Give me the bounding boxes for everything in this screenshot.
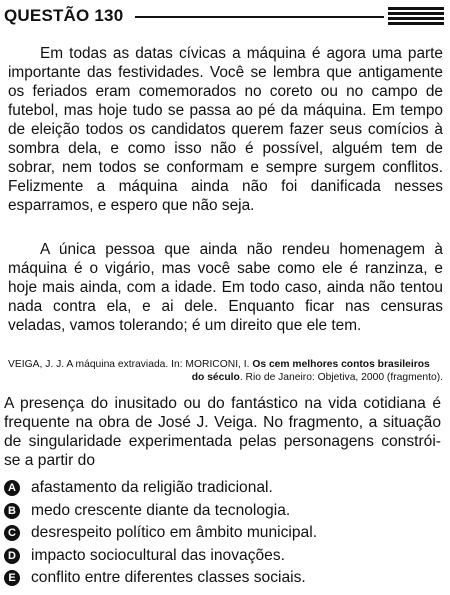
passage-paragraph-2: A única pessoa que ainda não rendeu homenagem à máquina é o vigário, mas você sabe como ele é ranzinza, e hoje mais ainda, com a idade. Em todo caso, ainda não tentou nada contra ela, e ai dele. Enquanto ficar nas censuras veladas, vamos tolerando; é um direito que ele tem. [8,241,443,334]
option-e[interactable] [4,567,444,590]
option-a-badge: A [4,480,20,496]
citation-suffix: . Rio de Janeiro: Objetiva, 2000 (fragmento). [239,372,443,383]
option-d-text: impacto sociocultural das inovações. [31,546,285,564]
option-b[interactable] [4,500,444,523]
option-e-badge: E [4,570,20,586]
header-bars [388,7,444,27]
option-c-badge: C [4,525,20,541]
answer-options [4,477,444,590]
citation-line-2 [8,371,443,384]
option-c[interactable] [4,522,444,545]
passage-paragraph-1: Em todas as datas cívicas a máquina é agora uma parte importante das festividades. Você se lembra que antigamente os feriados eram comemorados no coreto ou no campo de futebol, mas hoje tudo se passa ao pé da máquina. Em tempo de eleição todos os candidatos querem fazer seus comícios à sombra dela, e como isso não é possível, alguém tem de sobrar, nem todos se conformam e sempre surgem conflitos. Felizmente a máquina ainda não foi danificada nesses esparramos, e espero que não seja. [8,45,443,214]
question-number: QUESTÃO 130 [4,6,124,25]
option-b-badge: B [4,503,20,519]
option-b-text: medo crescente diante da tecnologia. [31,501,291,519]
citation-prefix: VEIGA, J. J. A máquina extraviada. In: MORICONI, I. [8,359,253,370]
citation-book-title: Os cem melhores contos brasileiros [252,359,430,370]
question-stem: A presença do inusitado ou do fantástico na vida cotidiana é frequente na obra de José J. Veiga. No fragmento, a situação de singularidade experimentada pelas personagens constrói-se a partir do [4,395,441,469]
option-e-text: conflito entre diferentes classes sociais. [31,569,306,587]
citation-book-title-end: do século [191,372,240,383]
header-rule [135,16,384,18]
option-d-badge: D [4,548,20,564]
option-a-text: afastamento da religião tradicional. [31,479,273,497]
option-d[interactable] [4,545,444,568]
question-header [4,4,444,28]
option-a[interactable] [4,477,444,500]
option-c-text: desrespeito político em âmbito municipal. [31,524,318,542]
source-citation [8,358,443,384]
